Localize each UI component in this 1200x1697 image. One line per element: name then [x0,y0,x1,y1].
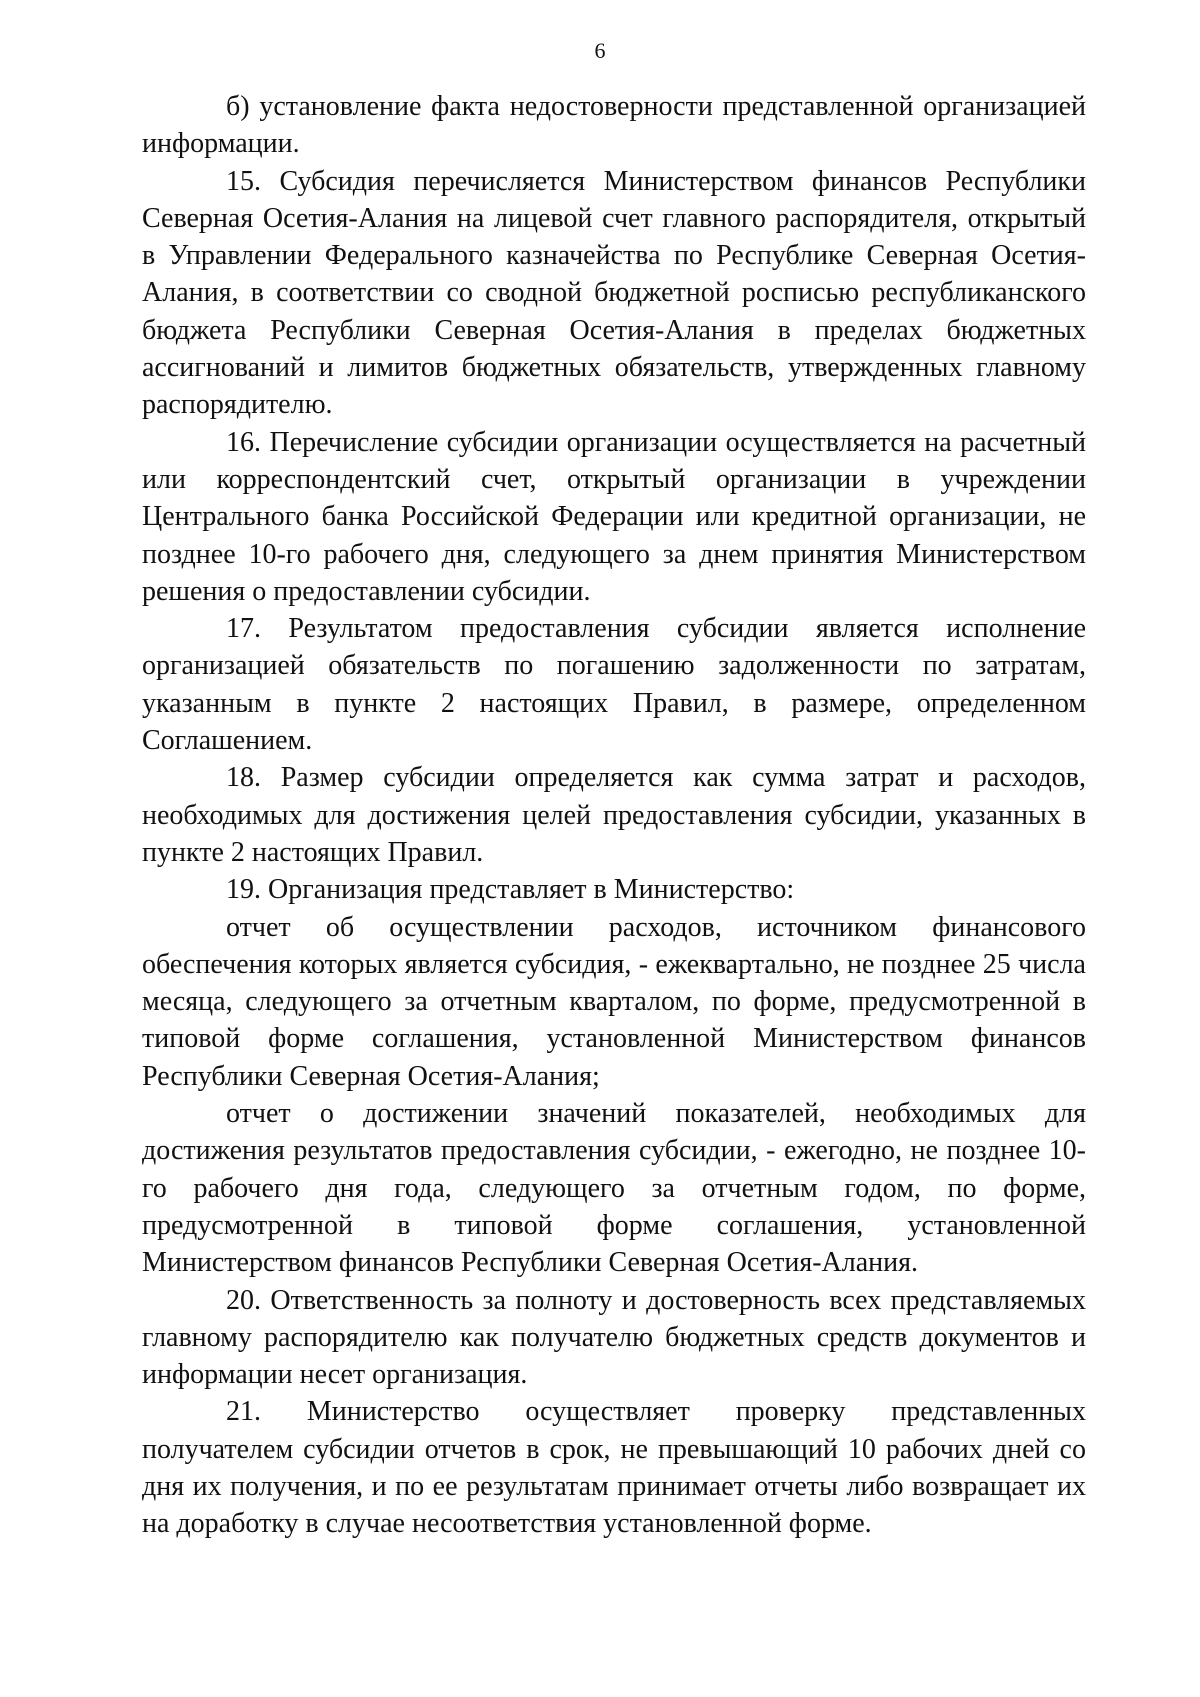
paragraph-19-expense-report: отчет об осуществлении расходов, источником финансового обеспечения которых является субсидия, - ежеквартально, не позднее 25 числа месяца, следующего за отчетным кварталом, по форме, предусмотренной в типовой форме соглашения, установленной Министерством финансов Республики Северная Осетия-Алания; [142,911,1086,1092]
page-number: 6 [594,38,606,63]
paragraph-b-unreliable-info: б) установление факта недостоверности представленной организацией информации. [142,91,1086,160]
paragraph-18-subsidy-amount: 18. Размер субсидии определяется как сумма затрат и расходов, необходимых для достижения целей предоставления субсидии, указанных в пункте 2 настоящих Правил. [142,762,1086,868]
paragraph-21-report-review: 21. Министерство осуществляет проверку представленных получателем субсидии отчетов в срок, не превышающий 10 рабочих дней со дня их получения, и по ее результатам принимает отчеты либо возвращает их на доработку в случае несоответствия установленной форме. [142,1396,1086,1540]
paragraph-17-result: 17. Результатом предоставления субсидии является исполнение организацией обязательств по погашению задолженности по затратам, указанным в пункте 2 настоящих Правил, в размере, определенном Соглашением. [142,613,1086,757]
paragraph-16-account-transfer: 16. Перечисление субсидии организации осуществляется на расчетный или корреспондентский счет, открытый организации в учреждении Центрального банка Российской Федерации или кредитной организации, не позднее 10-го рабочего дня, следующего за днем принятия Министерством решения о предоставлении субсидии. [142,426,1086,607]
paragraph-15-subsidy-transfer: 15. Субсидия перечисляется Министерством финансов Республики Северная Осетия-Алания на лицевой счет главного распорядителя, открытый в Управлении Федерального казначейства по Республике Северная Осетия-Алания, в соответствии со сводной бюджетной росписью республиканского бюджета Республики Северная Осетия-Алания в пределах бюджетных ассигнований и лимитов бюджетных обязательств, утвержденных главному распорядителю. [142,165,1086,421]
paragraph-19-reports-intro: 19. Организация представляет в Министерство: [226,874,795,906]
paragraph-19-indicator-report: отчет о достижении значений показателей, необходимых для достижения результатов предоставления субсидии, - ежегодно, не позднее 10-го рабочего дня года, следующего за отчетным годом, по форме, предусмотренной в типовой форме соглашения, установленной Министерством финансов Республики Северная Осетия-Алания. [142,1098,1086,1279]
document-body [142,88,1086,1543]
paragraph-20-responsibility: 20. Ответственность за полноту и достоверность всех представляемых главному распорядителю как получателю бюджетных средств документов и информации несет организация. [142,1284,1086,1391]
